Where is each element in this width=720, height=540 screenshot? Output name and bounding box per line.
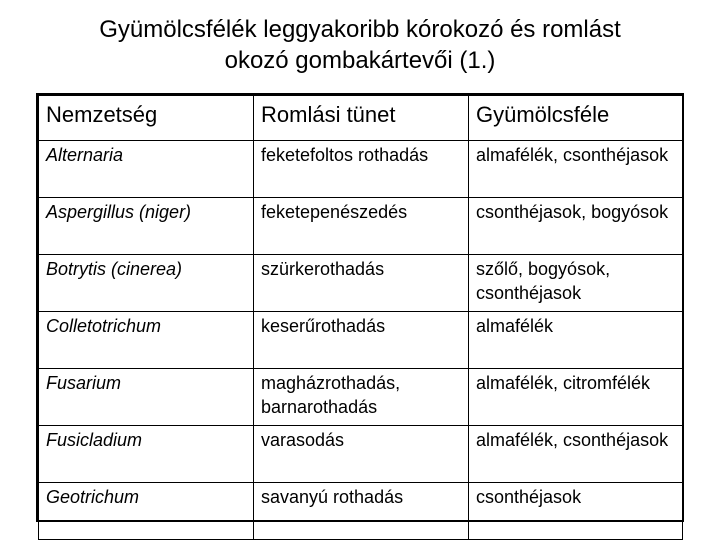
genus-cell: Fusarium: [39, 369, 254, 426]
table-row: [39, 255, 683, 312]
fruit-cell: szőlő, bogyósok, csonthéjasok: [469, 255, 683, 312]
page-title: [20, 14, 700, 76]
fruit-cell: almafélék, csonthéjasok: [469, 141, 683, 198]
page-title-line-2: okozó gombakártevői (1.): [224, 47, 496, 74]
genus-cell: Geotrichum: [39, 483, 254, 540]
table-row: [39, 312, 683, 369]
fungi-table-frame: [36, 93, 684, 522]
column-header-symptom: Romlási tünet: [254, 96, 469, 141]
table-row: [39, 141, 683, 198]
page-title-line-1: Gyümölcsfélék leggyakoribb kórokozó és romlást: [99, 16, 621, 43]
table-row: [39, 426, 683, 483]
fruit-cell: almafélék: [469, 312, 683, 369]
fruit-cell: csonthéjasok: [469, 483, 683, 540]
symptom-cell: varasodás: [254, 426, 469, 483]
genus-cell: Colletotrichum: [39, 312, 254, 369]
fungi-table: [38, 95, 683, 540]
fruit-cell: almafélék, citromfélék: [469, 369, 683, 426]
table-header-row: [39, 96, 683, 141]
table-row: [39, 369, 683, 426]
table-row: [39, 198, 683, 255]
genus-cell: Alternaria: [39, 141, 254, 198]
fruit-cell: csonthéjasok, bogyósok: [469, 198, 683, 255]
genus-cell: Aspergillus (niger): [39, 198, 254, 255]
symptom-cell: feketefoltos rothadás: [254, 141, 469, 198]
symptom-cell: savanyú rothadás: [254, 483, 469, 540]
symptom-cell: szürkerothadás: [254, 255, 469, 312]
symptom-cell: magházrothadás, barnarothadás: [254, 369, 469, 426]
symptom-cell: keserűrothadás: [254, 312, 469, 369]
genus-cell: Fusicladium: [39, 426, 254, 483]
column-header-genus: Nemzetség: [39, 96, 254, 141]
fruit-cell: almafélék, csonthéjasok: [469, 426, 683, 483]
column-header-fruit: Gyümölcsféle: [469, 96, 683, 141]
genus-cell: Botrytis (cinerea): [39, 255, 254, 312]
table-row: [39, 483, 683, 540]
symptom-cell: feketepenészedés: [254, 198, 469, 255]
